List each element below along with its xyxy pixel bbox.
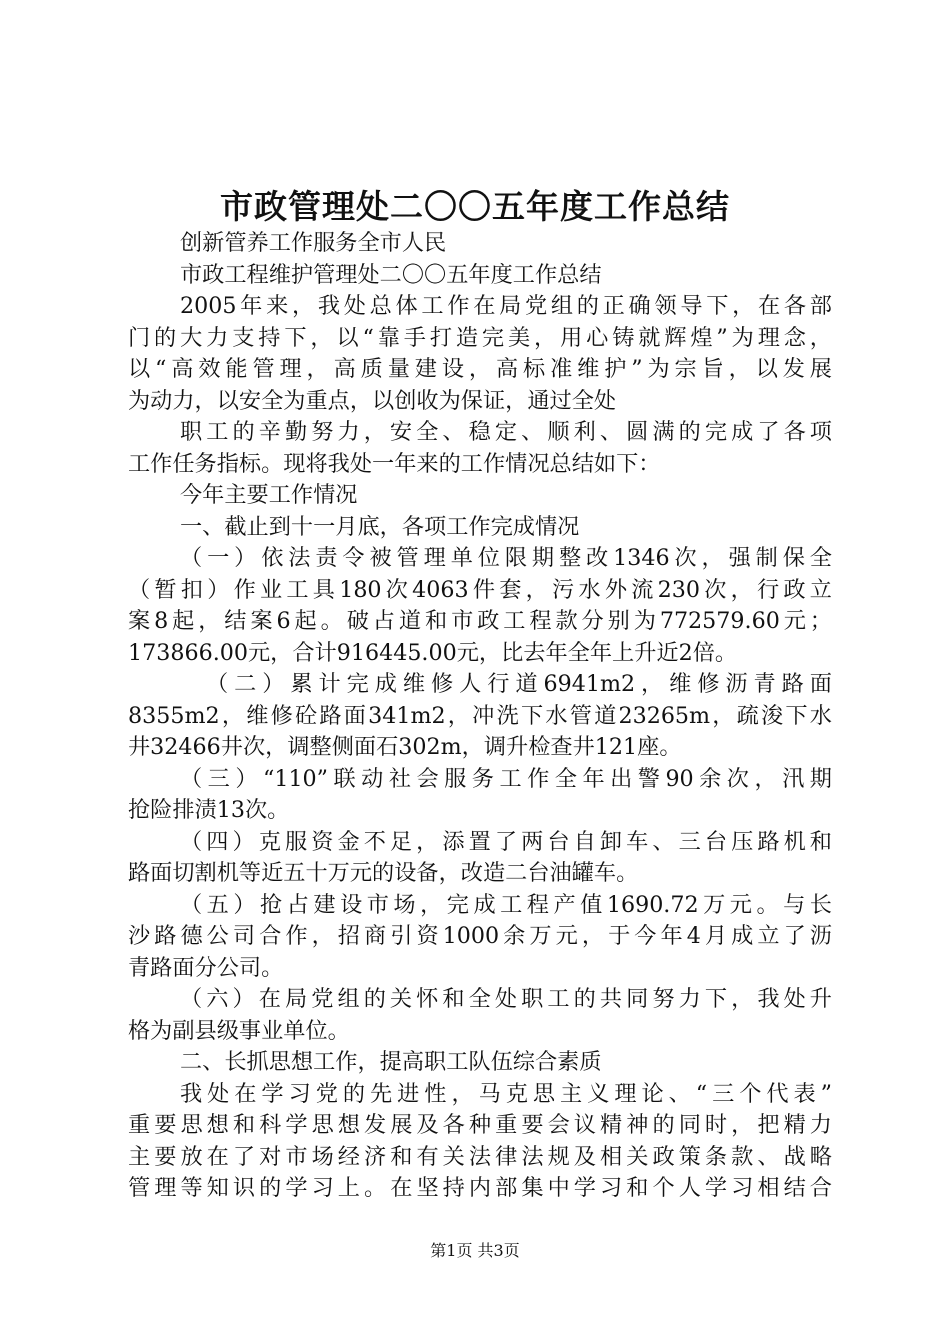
- body-line: 重要思想和科学思想发展及各种重要会议精神的同时，把精力: [128, 1112, 832, 1138]
- body-line: 沙路德公司合作，招商引资1000余万元，于今年4月成立了沥: [128, 923, 832, 949]
- document-title: 市政管理处二〇〇五年度工作总结: [220, 187, 730, 226]
- body-line: 2005年来，我处总体工作在局党组的正确领导下，在各部: [180, 293, 832, 319]
- body-line: 今年主要工作情况: [180, 482, 358, 508]
- body-line: 一、截止到十一月底，各项工作完成情况: [180, 513, 580, 540]
- body-line: 二、长抓思想工作，提高职工队伍综合素质: [180, 1049, 602, 1075]
- body-line: 格为副县级事业单位。: [128, 1017, 350, 1044]
- body-line: （暂扣）作业工具180次4063件套，污水外流230次，行政立: [128, 576, 832, 603]
- body-line: 工作任务指标。现将我处一年来的工作情况总结如下：: [128, 450, 661, 477]
- body-line: （三）“110”联动社会服务工作全年出警90余次，汛期: [180, 765, 832, 792]
- body-line: 以“高效能管理，高质量建设，高标准维护”为宗旨，以发展: [128, 356, 832, 382]
- body-line: 抢险排渍13次。: [128, 797, 290, 823]
- body-line: 门的大力支持下，以“靠手打造完美，用心铸就辉煌”为理念，: [128, 324, 832, 351]
- body-line: （一）依法责令被管理单位限期整改1346次，强制保全: [180, 545, 832, 571]
- body-line: 职工的辛勤努力，安全、稳定、顺利、圆满的完成了各项: [180, 419, 832, 445]
- body-line: 主要放在了对市场经济和有关法律法规及相关政策条款、战略: [128, 1143, 832, 1170]
- body-line: 为动力，以安全为重点，以创收为保证，通过全处: [128, 387, 617, 414]
- body-line: 案8起，结案6起。破占道和市政工程款分别为772579.60元；: [128, 608, 832, 634]
- body-line: 管理等知识的学习上。在坚持内部集中学习和个人学习相结合: [128, 1175, 832, 1201]
- document-body: [128, 228, 832, 1205]
- body-line: 创新管养工作服务全市人民: [180, 230, 447, 256]
- body-line: 市政工程维护管理处二〇〇五年度工作总结: [180, 261, 602, 288]
- body-line: 173866.00元，合计916445.00元，比去年全年上升近2倍。: [128, 639, 738, 666]
- body-line: 路面切割机等近五十万元的设备，改造二台油罐车。: [128, 860, 639, 886]
- body-line: （二）累计完成维修人行道6941m2，维修沥青路面: [206, 671, 832, 697]
- body-line: 我处在学习党的先进性，马克思主义理论、“三个代表”: [180, 1080, 832, 1107]
- body-line: （四）克服资金不足，添置了两台自卸车、三台压路机和: [180, 828, 832, 855]
- body-line: 8355m2，维修砼路面341m2，冲洗下水管道23265m，疏浚下水: [128, 702, 832, 729]
- body-line: （六）在局党组的关怀和全处职工的共同努力下，我处升: [180, 986, 832, 1012]
- body-line: 青路面分公司。: [128, 954, 284, 981]
- body-line: （五）抢占建设市场，完成工程产值1690.72万元。与长: [180, 891, 832, 918]
- page-footer: 第1页 共3页: [430, 1241, 520, 1260]
- body-line: 井32466井次，调整侧面石302m，调升检查井121座。: [128, 734, 682, 760]
